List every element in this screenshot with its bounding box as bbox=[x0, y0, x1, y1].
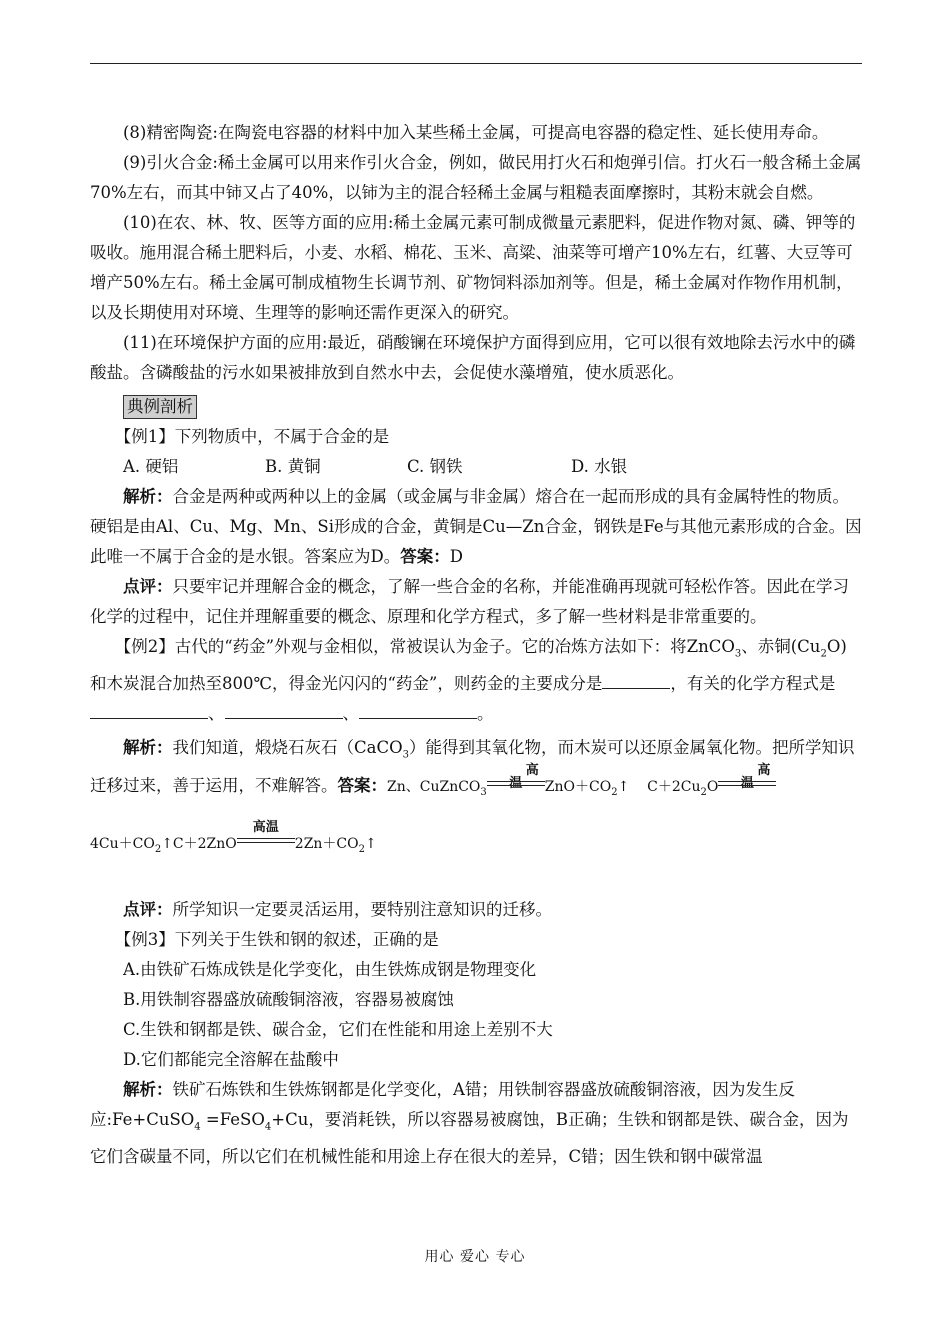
paragraph-8: (8)精密陶瓷:在陶瓷电容器的材料中加入某些稀土金属，可提高电容器的稳定性、延长使用寿命。 bbox=[123, 123, 829, 142]
sub: 3 bbox=[402, 749, 409, 761]
equation-1 bbox=[387, 762, 776, 798]
option-a: A. 硬铝 bbox=[123, 457, 179, 476]
example-3-option-d: D.它们都能完全溶解在盐酸中 bbox=[123, 1050, 339, 1070]
sub: 4 bbox=[264, 1121, 272, 1133]
example-3-question: 【例3】下列关于生铁和钢的叙述，正确的是 bbox=[114, 930, 439, 950]
analysis-part: 铁矿石炼铁和生铁炼钢都是化学变化，A错；用铁制容器盛放硫酸铜溶液，因为发生反应:Fe+CuSO bbox=[90, 1080, 795, 1130]
eq-part: O bbox=[706, 778, 719, 795]
analysis-label: 解析： bbox=[123, 738, 173, 758]
paragraph-10: (10)在农、林、牧、医等方面的应用:稀土金属元素可制成微量元素肥料，促进作物对氮、磷、钾等的吸收。施用混合稀土肥料后，小麦、水稻、棉花、玉米、高粱、油菜等可增产10%左右，红薯、大豆等可增产50%左右。稀土金属可制成植物生长调节剂、矿物饲料添加剂等。但是，稀土金属对作物作用机制，以及长期使用对环境、生理等的影响还需作更深入的研究。 bbox=[90, 213, 856, 322]
analysis-part: +Cu，要消耗铁，所以容器易被腐蚀，B正确；生铁和钢都是铁、碳合金，因为它们含碳量不同，所以它们在机械性能和用途上存在很大的差异，C错；因生铁和钢中碳常温 bbox=[90, 1110, 849, 1167]
eq-part: ZnO＋CO bbox=[544, 778, 612, 795]
fill-blank[interactable] bbox=[90, 700, 208, 719]
high-temp-condition bbox=[487, 762, 545, 795]
q-part: 、 bbox=[208, 704, 225, 724]
sub: 2 bbox=[700, 786, 707, 798]
section-label: 典例剖析 bbox=[123, 395, 197, 419]
option-c: C. 钢铁 bbox=[407, 457, 463, 476]
example-3-option-b: B.用铁制容器盛放硫酸铜溶液，容器易被腐蚀 bbox=[123, 990, 454, 1010]
comment-text: 所学知识一定要灵活运用，要特别注意知识的迁移。 bbox=[172, 900, 552, 920]
answer-label: 答案： bbox=[400, 547, 450, 566]
high-temp-condition bbox=[237, 820, 295, 852]
q-part: ，有关的化学方程式是 bbox=[670, 674, 836, 694]
option-b: B. 黄铜 bbox=[265, 457, 321, 476]
sub: 3 bbox=[734, 648, 742, 660]
eq-part: 2Zn＋CO bbox=[294, 836, 359, 853]
condition-text: 高温 bbox=[252, 820, 279, 836]
analysis-part: 我们知道，煅烧石灰石（CaCO bbox=[172, 738, 403, 758]
analysis-part: ）能得到其氧化物，而木炭可以还原金属氧化物。把所学知识迁移过来，善于运用，不难解答。 bbox=[90, 738, 855, 795]
eq-part: ↑ bbox=[365, 836, 377, 853]
example-1-comment bbox=[90, 572, 862, 632]
fill-blank[interactable] bbox=[225, 700, 343, 719]
eq-part: ↑C＋2ZnO bbox=[161, 836, 237, 853]
example-2-question bbox=[90, 632, 862, 729]
example-1-question: 【例1】下列物质中，不属于合金的是 bbox=[114, 427, 390, 446]
option-d: D. 水银 bbox=[571, 457, 628, 476]
q-part: 、赤铜(Cu bbox=[741, 637, 821, 656]
page-footer: 用心 爱心 专心 bbox=[424, 1249, 526, 1265]
condition-text: 高温 bbox=[740, 762, 771, 791]
comment-label: 点评： bbox=[123, 577, 173, 596]
equation-line-2 bbox=[90, 820, 862, 865]
analysis-part: =FeSO bbox=[200, 1110, 265, 1130]
paragraph-9: (9)引火合金:稀土金属可以用来作引火合金，例如，做民用打火石和炮弹引信。打火石一般含稀土金属70%左右，而其中铈又占了40%，以铈为主的混合轻稀土金属与粗糙表面摩擦时，其粉末就会自燃。 bbox=[90, 153, 862, 202]
q-part: 、 bbox=[342, 704, 359, 724]
sub: 2 bbox=[154, 844, 162, 856]
sub: 2 bbox=[820, 648, 827, 660]
fill-blank[interactable] bbox=[359, 700, 477, 719]
answer-label: 答案： bbox=[337, 775, 387, 795]
eq-part: 4Cu＋CO bbox=[90, 836, 155, 853]
q-part: 【例2】古代的“药金”外观与金相似，常被误认为金子。它的冶炼方法如下：将ZnCO bbox=[114, 637, 735, 656]
analysis-label: 解析： bbox=[123, 1080, 173, 1100]
example-3-option-a: A.由铁矿石炼成铁是化学变化，由生铁炼成钢是物理变化 bbox=[123, 960, 537, 980]
document-body bbox=[90, 118, 862, 1172]
eq-part: ↑ bbox=[617, 778, 630, 795]
sub: 2 bbox=[611, 786, 618, 798]
sub: 4 bbox=[194, 1121, 201, 1133]
q-part: 。 bbox=[477, 704, 494, 724]
eq-part: Zn、CuZnCO bbox=[387, 778, 481, 795]
high-temp-condition bbox=[718, 762, 776, 795]
example-3-analysis bbox=[90, 1075, 862, 1172]
example-3-option-c: C.生铁和钢都是铁、碳合金，它们在性能和用途上差别不大 bbox=[123, 1020, 553, 1040]
comment-label: 点评： bbox=[123, 900, 173, 920]
sub: 2 bbox=[358, 844, 365, 856]
eq-part: C＋2Cu bbox=[647, 778, 701, 795]
analysis-text: 合金是两种或两种以上的金属（或金属与非金属）熔合在一起而形成的具有金属特性的物质。硬铝是由Al、Cu、Mg、Mn、Si形成的合金，黄铜是Cu—Zn合金，钢铁是Fe与其他元素形成的合金。因此唯一不属于合金的是水银。答案应为D。 bbox=[90, 487, 862, 566]
answer-text: D bbox=[449, 547, 463, 566]
example-2-analysis bbox=[90, 733, 862, 807]
example-2-comment bbox=[90, 895, 862, 925]
paragraph-11: (11)在环境保护方面的应用:最近，硝酸镧在环境保护方面得到应用，它可以很有效地除去污水中的磷酸盐。含磷酸盐的污水如果被排放到自然水中去，会促使水藻增殖，使水质恶化。 bbox=[90, 333, 856, 382]
sub: 3 bbox=[480, 786, 487, 798]
example-1-analysis bbox=[90, 482, 862, 572]
analysis-label: 解析： bbox=[123, 487, 173, 506]
comment-text: 只要牢记并理解合金的概念，了解一些合金的名称，并能准确再现就可轻松作答。因此在学习化学的过程中，记住并理解重要的概念、原理和化学方程式，多了解一些材料是非常重要的。 bbox=[90, 577, 849, 626]
condition-text: 高温 bbox=[509, 762, 539, 791]
example-1-options bbox=[90, 452, 862, 482]
q-part: O)和木炭混合加热至800℃，得金光闪闪的“药金”，则药金的主要成分是 bbox=[90, 637, 847, 694]
header-rule bbox=[90, 63, 862, 64]
fill-blank[interactable] bbox=[602, 670, 670, 689]
